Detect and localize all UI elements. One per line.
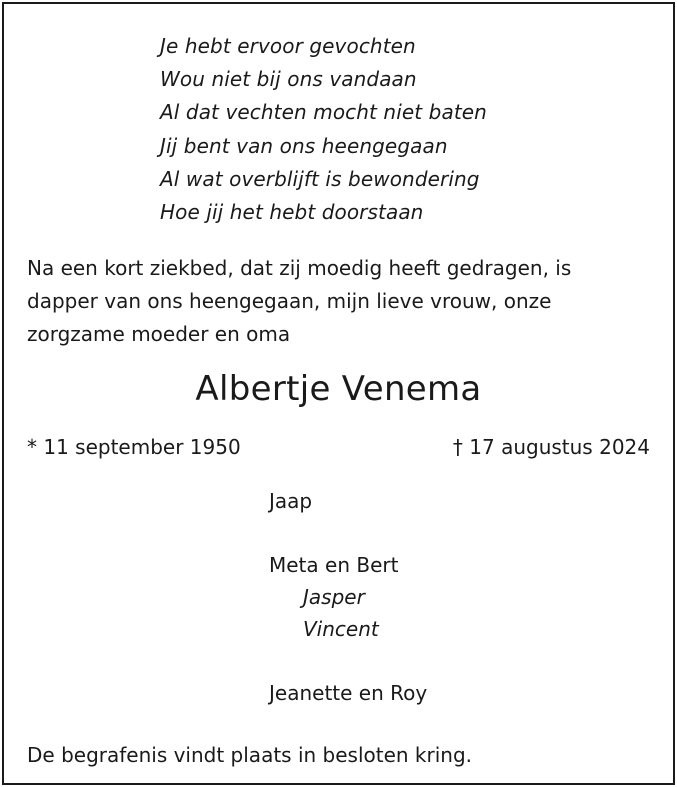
death-date: † 17 augustus 2024 bbox=[452, 435, 650, 459]
poem bbox=[160, 30, 487, 229]
intro-line: dapper van ons heengegaan, mijn lieve vrouw, onze bbox=[27, 289, 552, 313]
family-spouse: Jaap bbox=[269, 489, 313, 513]
intro-line: Na een kort ziekbed, dat zij moedig heeft gedragen, is bbox=[27, 256, 572, 280]
intro-text bbox=[27, 252, 627, 351]
intro-line: zorgzame moeder en oma bbox=[27, 322, 291, 346]
poem-line: Je hebt ervoor gevochten bbox=[160, 34, 416, 58]
poem-line: Wou niet bij ons vandaan bbox=[160, 67, 417, 92]
family-child: Meta en Bert bbox=[269, 553, 399, 577]
family-child: Jeanette en Roy bbox=[269, 681, 428, 705]
poem-line: Hoe jij het hebt doorstaan bbox=[160, 199, 424, 224]
funeral-notice: De begrafenis vindt plaats in besloten kring. bbox=[27, 743, 473, 767]
birth-date: * 11 september 1950 bbox=[27, 435, 241, 459]
deceased-name: Albertje Venema bbox=[195, 369, 482, 409]
family-grandchild: Jasper bbox=[303, 585, 365, 609]
family-list bbox=[269, 485, 427, 709]
poem-line: Al wat overblijft is bewondering bbox=[160, 166, 480, 191]
poem-line: Jij bent van ons heengegaan bbox=[160, 133, 448, 158]
poem-line: Al dat vechten mocht niet baten bbox=[160, 100, 487, 125]
family-spacer bbox=[269, 517, 427, 549]
family-grandchild: Vincent bbox=[303, 617, 379, 641]
family-spacer bbox=[269, 645, 427, 677]
